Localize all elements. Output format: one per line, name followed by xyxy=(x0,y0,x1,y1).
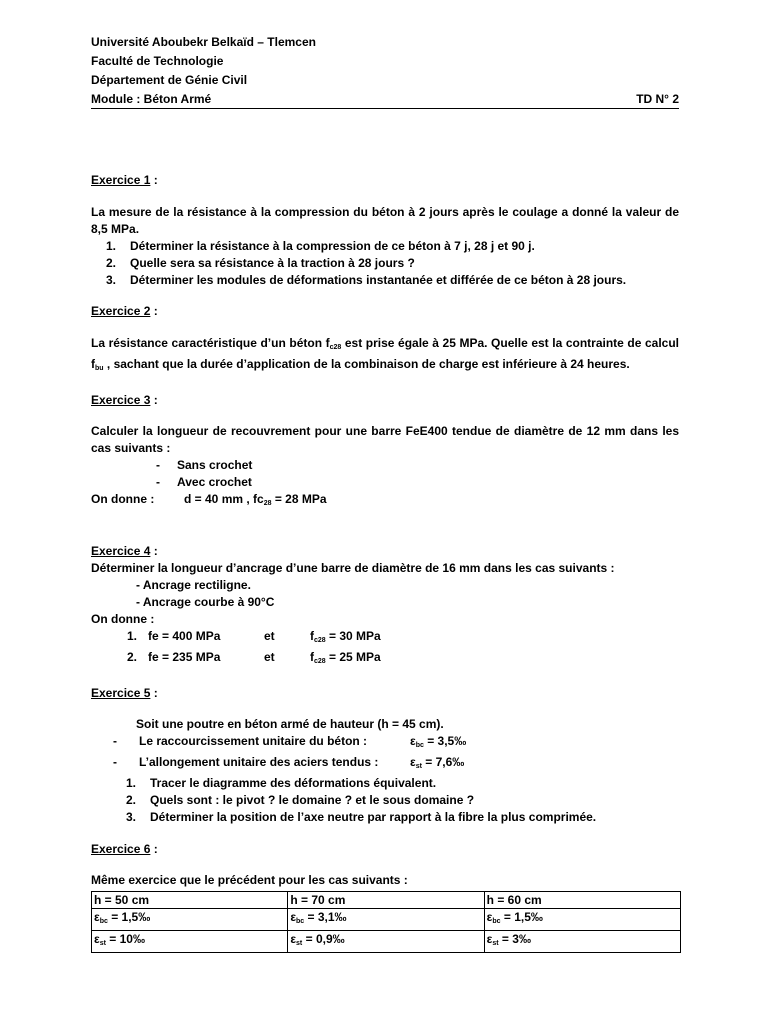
exercise-3-colon: : xyxy=(150,393,158,407)
case-item: - Ancrage rectiligne. xyxy=(136,578,251,592)
cases-table xyxy=(91,891,681,953)
subscript: c28 xyxy=(314,658,326,665)
module-line xyxy=(91,90,679,109)
given-label: On donne : xyxy=(91,492,155,506)
cell-value: = 0,9‰ xyxy=(302,932,345,946)
list-item xyxy=(91,255,679,272)
dash: - xyxy=(156,475,160,489)
exercise-2-title: Exercice 2 xyxy=(91,304,151,318)
list-item xyxy=(91,272,679,289)
epsilon-symbol: ε xyxy=(290,910,297,924)
dash: - xyxy=(156,458,160,472)
document-header xyxy=(91,33,679,90)
text-part: , sachant que la durée d’application de la combinaison de charge est inférieure à 24 heures. xyxy=(103,357,630,371)
cell-value: = 3,1‰ xyxy=(304,910,347,924)
epsilon-symbol: ε xyxy=(290,932,297,946)
table-row xyxy=(92,909,681,931)
subscript: bc xyxy=(99,918,108,925)
line-value: = 7,6‰ xyxy=(421,755,465,769)
given-value: = 28 MPa xyxy=(271,492,327,506)
exercise-6-title: Exercice 6 xyxy=(91,842,151,856)
deformation-line xyxy=(91,754,679,775)
dash: - xyxy=(113,755,117,769)
module-name: Module : Béton Armé xyxy=(91,92,212,106)
exercise-2-text xyxy=(91,335,679,377)
subscript: st xyxy=(492,940,499,947)
exercise-2-heading xyxy=(91,302,679,320)
table-cell: h = 60 cm xyxy=(484,892,680,909)
exercise-1-colon: : xyxy=(150,173,158,187)
exercise-4-title: Exercice 4 xyxy=(91,544,151,558)
exercise-3-intro: Calculer la longueur de recouvrement pour une barre FeE400 tendue de diamètre de 12 mm dans les cas suivants : xyxy=(91,424,679,455)
item-number: 3. xyxy=(105,273,116,287)
line-label: Le raccourcissement unitaire du béton : xyxy=(139,734,368,748)
cell-value: = 3‰ xyxy=(498,932,531,946)
case-item xyxy=(91,474,679,491)
row-number: 2. xyxy=(126,650,137,664)
subscript: st xyxy=(415,763,422,770)
subscript: c28 xyxy=(314,637,326,644)
epsilon-symbol: ε xyxy=(94,910,100,924)
table-cell xyxy=(92,931,288,953)
fc-value: = 25 MPa xyxy=(325,650,381,664)
table-cell xyxy=(484,931,680,953)
item-number: 2. xyxy=(105,256,116,270)
dash: - xyxy=(113,734,117,748)
exercise-6-heading xyxy=(91,840,679,858)
deformation-line xyxy=(91,733,679,754)
epsilon-symbol: ε xyxy=(486,932,493,946)
epsilon-symbol: ε xyxy=(410,734,416,748)
subscript: bc xyxy=(296,918,305,925)
exercise-4-colon: : xyxy=(150,544,158,558)
table-cell xyxy=(288,909,484,931)
table-cell xyxy=(484,909,680,931)
list-item xyxy=(91,238,679,255)
epsilon-symbol: ε xyxy=(486,910,493,924)
et-word: et xyxy=(264,629,275,643)
cell-value: = 1,5‰ xyxy=(500,910,543,924)
subscript: bc xyxy=(492,918,501,925)
exercise-1-intro: La mesure de la résistance à la compression du béton à 2 jours après le coulage a donné la valeur de 8,5 MPa. xyxy=(91,205,679,236)
text-part: est prise égale à 25 MPa. Quelle est la contrainte de calcul f xyxy=(91,336,679,371)
table-cell xyxy=(92,909,288,931)
faculty-name: Faculté de Technologie xyxy=(91,54,224,68)
item-text: Déterminer la résistance à la compression de ce béton à 7 j, 28 j et 90 j. xyxy=(130,239,535,253)
fe-value: fe = 400 MPa xyxy=(148,629,221,643)
fc-label: f xyxy=(310,650,314,664)
case-text: Sans crochet xyxy=(177,458,253,472)
exercise-1-heading xyxy=(91,171,679,189)
table-cell: h = 70 cm xyxy=(288,892,484,909)
item-number: 2. xyxy=(125,793,136,807)
subscript: c28 xyxy=(329,344,342,351)
document-page xyxy=(91,33,679,953)
exercise-5-list xyxy=(91,775,679,826)
cell-value: = 10‰ xyxy=(105,932,145,946)
exercise-6-colon: : xyxy=(150,842,158,856)
table-row xyxy=(92,931,681,953)
exercise-3-title: Exercice 3 xyxy=(91,393,151,407)
exercise-5-colon: : xyxy=(150,686,158,700)
exercise-2-colon: : xyxy=(150,304,158,318)
case-item xyxy=(91,457,679,474)
subscript: st xyxy=(296,940,303,947)
epsilon-symbol: ε xyxy=(410,755,416,769)
case-item: - Ancrage courbe à 90°C xyxy=(136,595,275,609)
item-number: 3. xyxy=(125,810,136,824)
given-value: d = 40 mm , fc xyxy=(184,492,264,506)
list-item xyxy=(91,792,679,809)
table-row xyxy=(92,892,681,909)
subscript: bc xyxy=(415,742,424,749)
list-item xyxy=(91,809,679,826)
line-label: L’allongement unitaire des aciers tendus : xyxy=(139,755,379,769)
exercise-5-title: Exercice 5 xyxy=(91,686,151,700)
cell-value: = 1,5‰ xyxy=(107,910,151,924)
subscript: st xyxy=(99,940,106,947)
exercise-3-given xyxy=(91,491,679,512)
item-text: Quels sont : le pivot ? le domaine ? et le sous domaine ? xyxy=(150,793,475,807)
item-text: Quelle sera sa résistance à la traction à 28 jours ? xyxy=(130,256,415,270)
item-number: 1. xyxy=(105,239,116,253)
fc-value: = 30 MPa xyxy=(325,629,381,643)
exercise-6-intro: Même exercice que le précédent pour les cas suivants : xyxy=(91,873,408,887)
fe-value: fe = 235 MPa xyxy=(148,650,221,664)
et-word: et xyxy=(264,650,275,664)
exercise-5-intro: Soit une poutre en béton armé de hauteur (h = 45 cm). xyxy=(136,717,444,731)
line-value: = 3,5‰ xyxy=(423,734,467,748)
university-name: Université Aboubekr Belkaïd – Tlemcen xyxy=(91,35,316,49)
exercise-5-heading xyxy=(91,684,679,702)
exercise-4-heading xyxy=(91,542,679,560)
given-row xyxy=(91,649,679,670)
case-text: Avec crochet xyxy=(177,475,252,489)
table-cell: h = 50 cm xyxy=(92,892,288,909)
text-part: La résistance caractéristique d’un béton f xyxy=(91,336,330,350)
item-text: Déterminer la position de l’axe neutre par rapport à la fibre la plus comprimée. xyxy=(150,810,597,824)
epsilon-symbol: ε xyxy=(94,932,100,946)
subscript: bu xyxy=(95,365,104,372)
subscript: 28 xyxy=(263,500,272,507)
exercise-1-list xyxy=(91,238,679,289)
row-number: 1. xyxy=(126,629,137,643)
given-row xyxy=(91,628,679,649)
list-item xyxy=(91,775,679,792)
exercise-4-given-label: On donne : xyxy=(91,612,155,626)
exercise-1-title: Exercice 1 xyxy=(91,173,151,187)
table-cell xyxy=(288,931,484,953)
exercise-3-heading xyxy=(91,391,679,409)
item-text: Déterminer les modules de déformations instantanée et différée de ce béton à 28 jours. xyxy=(130,273,627,287)
item-text: Tracer le diagramme des déformations équivalent. xyxy=(150,776,437,790)
td-number: TD N° 2 xyxy=(636,92,679,106)
fc-label: f xyxy=(310,629,314,643)
item-number: 1. xyxy=(125,776,136,790)
exercise-4-intro: Déterminer la longueur d’ancrage d’une barre de diamètre de 16 mm dans les cas suivants : xyxy=(91,561,615,575)
department-name: Département de Génie Civil xyxy=(91,73,248,87)
